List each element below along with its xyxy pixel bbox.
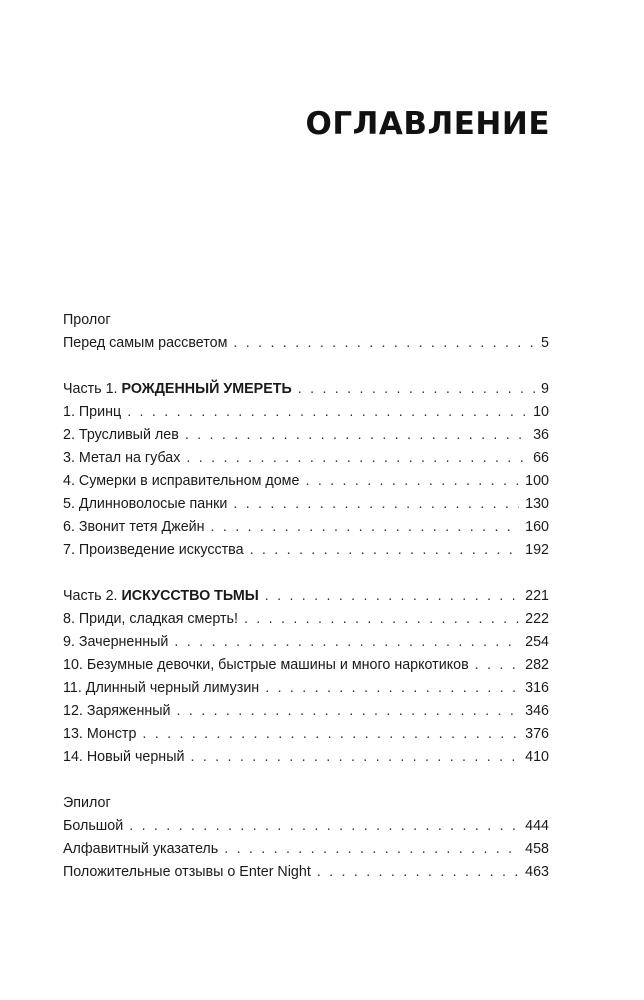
dot-leader [298, 378, 535, 401]
toc-entry-page: 5 [541, 335, 549, 351]
toc-entry[interactable] [63, 608, 549, 631]
toc-entry-label: Алфавитный указатель [63, 841, 219, 857]
toc-entry[interactable] [63, 447, 549, 470]
section-gap [63, 769, 549, 792]
toc-entry-page: 410 [525, 749, 549, 765]
toc-entry-label: 12. Заряженный [63, 703, 171, 719]
toc-entry-page: 160 [525, 519, 549, 535]
toc-entry-label: 10. Безумные девочки, быстрые машины и много наркотиков [63, 657, 469, 673]
dot-leader [244, 608, 519, 631]
toc-entry-label: 8. Приди, сладкая смерть! [63, 611, 238, 627]
toc-entry-label: 13. Монстр [63, 726, 137, 742]
toc-entry[interactable] [63, 838, 549, 861]
toc-entry-page: 463 [525, 864, 549, 880]
part-1-heading[interactable] [63, 378, 549, 401]
dot-leader [185, 424, 527, 447]
dot-leader [250, 539, 520, 562]
toc-entry-page: 36 [533, 427, 549, 443]
toc-entry[interactable] [63, 815, 549, 838]
toc-entry-page: 316 [525, 680, 549, 696]
toc-entry[interactable] [63, 723, 549, 746]
dot-leader [233, 332, 535, 355]
toc-entry[interactable] [63, 746, 549, 769]
toc-entry-page: 444 [525, 818, 549, 834]
dot-leader [475, 654, 519, 677]
toc-entry-page: 458 [525, 841, 549, 857]
part-1-title: РОЖДЕННЫЙ УМЕРЕТЬ [121, 381, 292, 397]
toc-entry[interactable] [63, 677, 549, 700]
dot-leader [265, 585, 519, 608]
part-1-label [63, 378, 296, 401]
part-2-label [63, 585, 263, 608]
toc-entry[interactable] [63, 516, 549, 539]
part-1-prefix: Часть 1. [63, 381, 118, 397]
part-2-prefix: Часть 2. [63, 588, 118, 604]
toc-entry-page: 100 [525, 473, 549, 489]
toc-entry[interactable] [63, 700, 549, 723]
page-title: ОГЛАВЛЕНИЕ [305, 106, 550, 142]
toc-entry[interactable] [63, 493, 549, 516]
toc-entry-label: 1. Принц [63, 404, 122, 420]
toc-entry[interactable] [63, 861, 549, 884]
dot-leader [305, 470, 519, 493]
dot-leader [190, 746, 519, 769]
toc-entry-label: 14. Новый черный [63, 749, 185, 765]
toc-entry-page: 66 [533, 450, 549, 466]
toc-entry-label: Большой [63, 818, 124, 834]
prologue-heading: Пролог [63, 312, 111, 328]
dot-leader [127, 401, 527, 424]
toc-entry-page: 130 [525, 496, 549, 512]
toc-entry-label: 7. Произведение искусства [63, 542, 244, 558]
dot-leader [174, 631, 519, 654]
toc-entry-label: 2. Трусливый лев [63, 427, 179, 443]
toc-entry-label: 6. Звонит тетя Джейн [63, 519, 205, 535]
dot-leader [177, 700, 520, 723]
toc-entry[interactable] [63, 401, 549, 424]
dot-leader [142, 723, 519, 746]
part-2-heading[interactable] [63, 585, 549, 608]
toc-entry-label: Перед самым рассветом [63, 335, 228, 351]
part-2-title: ИСКУССТВО ТЬМЫ [121, 588, 259, 604]
dot-leader [317, 861, 519, 884]
toc-entry-label: 11. Длинный черный лимузин [63, 680, 260, 696]
dot-leader [224, 838, 519, 861]
epilogue-heading: Эпилог [63, 795, 111, 811]
part-2-page: 221 [525, 588, 549, 604]
toc-entry-page: 192 [525, 542, 549, 558]
toc-entry-page: 376 [525, 726, 549, 742]
section-gap [63, 562, 549, 585]
toc-entry[interactable] [63, 424, 549, 447]
dot-leader [211, 516, 520, 539]
dot-leader [265, 677, 519, 700]
toc-entry-page: 346 [525, 703, 549, 719]
toc-entry-label: 3. Метал на губах [63, 450, 181, 466]
toc-entry[interactable] [63, 539, 549, 562]
toc-entry[interactable] [63, 631, 549, 654]
toc-entry-page: 254 [525, 634, 549, 650]
dot-leader [186, 447, 527, 470]
toc-entry-label: Положительные отзывы о Enter Night [63, 864, 311, 880]
toc-entry-label: 5. Длинноволосые панки [63, 496, 228, 512]
toc-entry[interactable] [63, 332, 549, 355]
toc-entry-page: 10 [533, 404, 549, 420]
part-1-page: 9 [541, 381, 549, 397]
toc-entry[interactable] [63, 654, 549, 677]
dot-leader [233, 493, 519, 516]
toc-entry-label: 4. Сумерки в исправительном доме [63, 473, 300, 489]
dot-leader [129, 815, 519, 838]
toc-entry-page: 222 [525, 611, 549, 627]
toc-entry-page: 282 [525, 657, 549, 673]
table-of-contents [63, 309, 549, 884]
section-gap [63, 355, 549, 378]
toc-entry-label: 9. Зачерненный [63, 634, 169, 650]
toc-entry[interactable] [63, 470, 549, 493]
